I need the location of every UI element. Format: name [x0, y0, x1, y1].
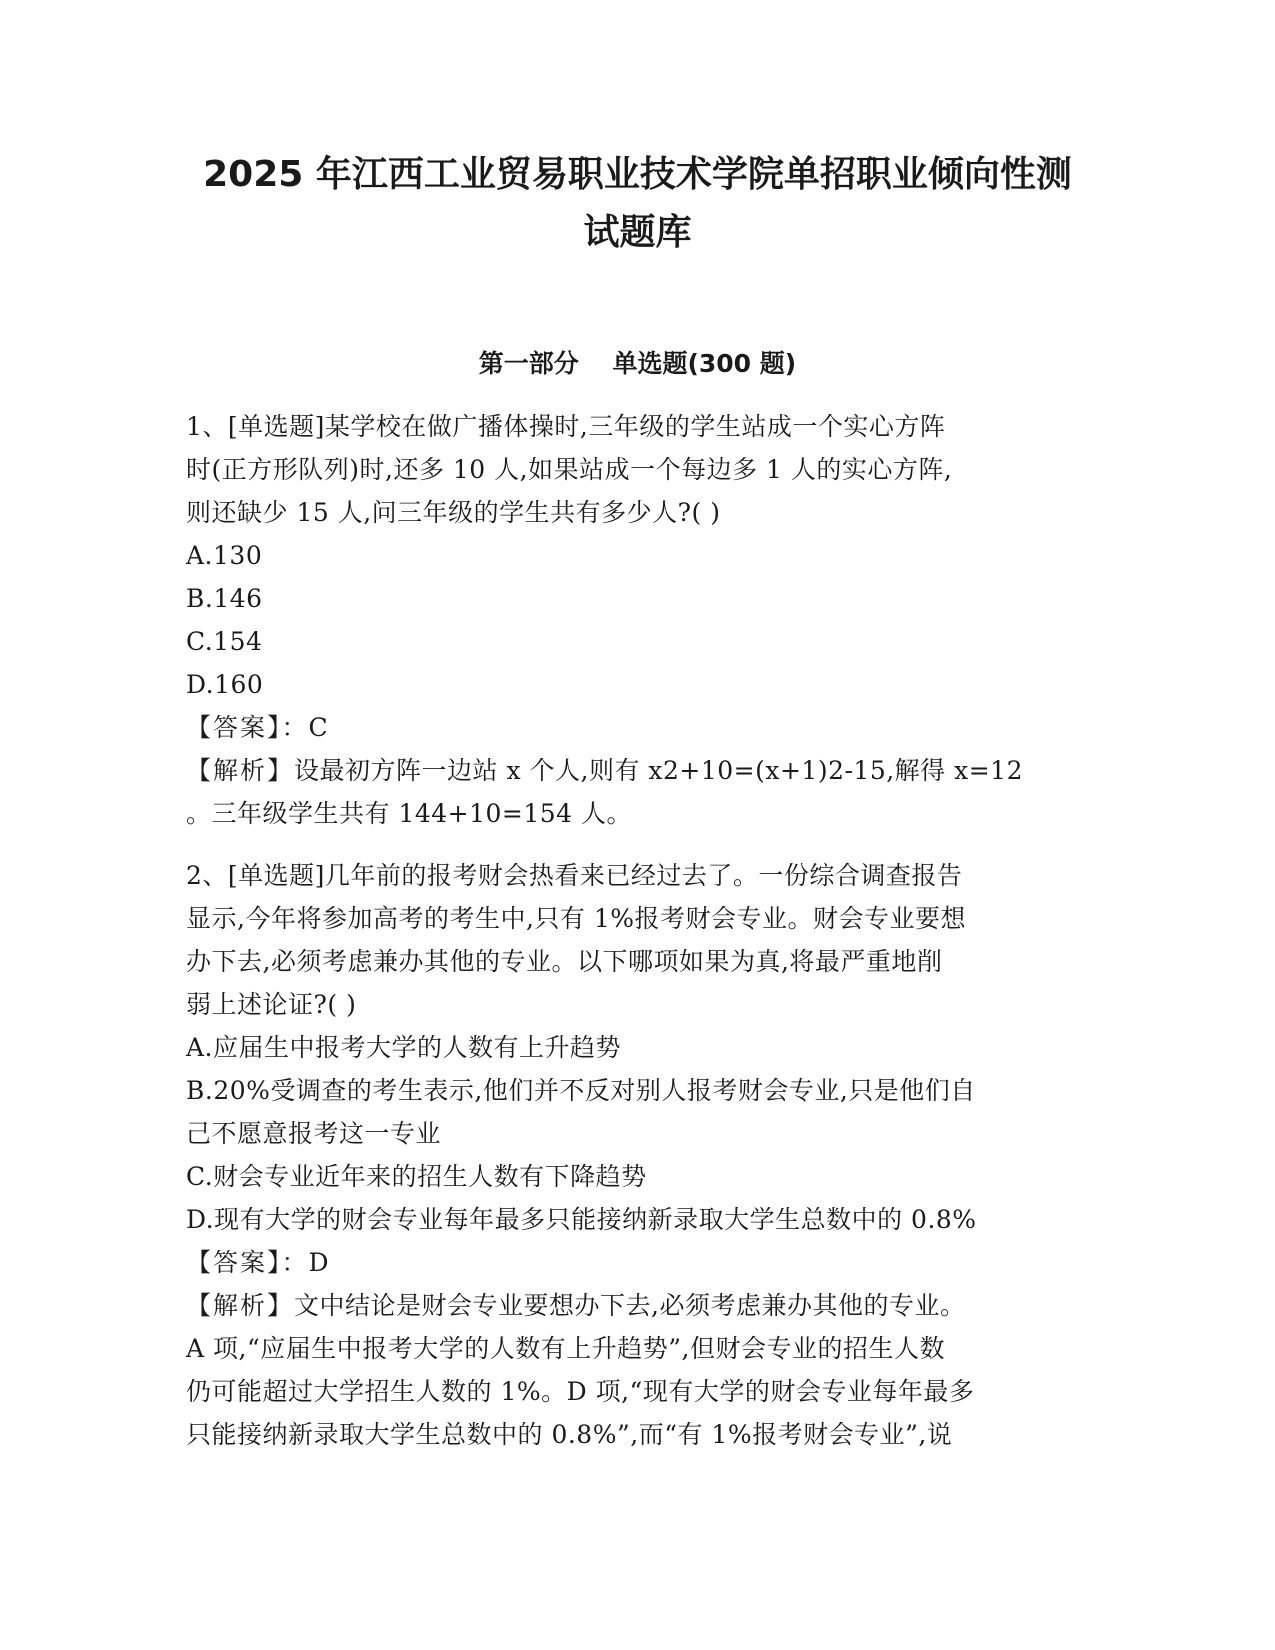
- analysis-line: A 项,“应届生中报考大学的人数有上升趋势”,但财会专业的招生人数: [186, 1334, 945, 1363]
- answer-line: [186, 706, 1091, 749]
- document-title: [150, 146, 1125, 262]
- option-a: A.130: [186, 541, 263, 570]
- question-separator: [186, 835, 1091, 854]
- stem-line: 则还缺少 15 人,问三年级的学生共有多少人?( ): [186, 498, 721, 527]
- option-c: C.财会专业近年来的招生人数有下降趋势: [186, 1162, 647, 1191]
- analysis-block: [186, 1284, 1091, 1456]
- option-list: [186, 1026, 1091, 1241]
- analysis-block: [186, 749, 1091, 835]
- option-b: B.20%受调查的考生表示,他们并不反对别人报考财会专业,只是他们自: [186, 1076, 976, 1105]
- stem-line: 1、[单选题]某学校在做广播体操时,三年级的学生站成一个实心方阵: [186, 412, 946, 441]
- question-stem: [186, 405, 1091, 534]
- question-item: [186, 405, 1091, 835]
- analysis-line: 仍可能超过大学招生人数的 1%。D 项,“现有大学的财会专业每年最多: [186, 1377, 975, 1406]
- title-line: 2025 年江西工业贸易职业技术学院单招职业倾向性测: [203, 154, 1072, 195]
- analysis-text: 设最初方阵一边站 x 个人,则有 x2+10=(x+1)2-15,解得 x=12: [294, 756, 1023, 785]
- question-item: [186, 854, 1091, 1456]
- analysis-line: 只能接纳新录取大学生总数中的 0.8%”,而“有 1%报考财会专业”,说: [186, 1420, 953, 1449]
- analysis-line: [186, 749, 1091, 792]
- answer-value: C: [308, 713, 329, 742]
- analysis-line: 。三年级学生共有 144+10=154 人。: [186, 799, 633, 828]
- stem-line: 办下去,必须考虑兼办其他的专业。以下哪项如果为真,将最严重地削: [186, 947, 943, 976]
- option-b: B.146: [186, 584, 263, 613]
- answer-label: 【答案】：: [186, 713, 309, 742]
- stem-line: 显示,今年将参加高考的考生中,只有 1%报考财会专业。财会专业要想: [186, 904, 967, 933]
- option-a: A.应届生中报考大学的人数有上升趋势: [186, 1033, 622, 1062]
- answer-label: 【答案】：: [186, 1248, 309, 1277]
- analysis-label: 【解析】: [186, 756, 295, 785]
- option-c: C.154: [186, 627, 263, 656]
- stem-line: 2、[单选题]几年前的报考财会热看来已经过去了。一份综合调查报告: [186, 861, 963, 890]
- stem-line: 时(正方形队列)时,还多 10 人,如果站成一个每边多 1 人的实心方阵,: [186, 455, 953, 484]
- question-list: [186, 405, 1091, 1456]
- answer-line: [186, 1241, 1091, 1284]
- stem-line: 弱上述论证?( ): [186, 990, 357, 1019]
- question-stem: [186, 854, 1091, 1026]
- section-heading: 第一部分 单选题(300 题): [478, 349, 797, 378]
- option-d: D.现有大学的财会专业每年最多只能接纳新录取大学生总数中的 0.8%: [186, 1205, 977, 1234]
- analysis-text: 文中结论是财会专业要想办下去,必须考虑兼办其他的专业。: [294, 1291, 966, 1320]
- title-line: 试题库: [583, 212, 692, 253]
- answer-value: D: [308, 1248, 330, 1277]
- analysis-label: 【解析】: [186, 1291, 295, 1320]
- analysis-line: [186, 1284, 1091, 1327]
- option-d: D.160: [186, 670, 264, 699]
- option-list: [186, 534, 1091, 706]
- option-b-continued: 己不愿意报考这一专业: [186, 1119, 442, 1148]
